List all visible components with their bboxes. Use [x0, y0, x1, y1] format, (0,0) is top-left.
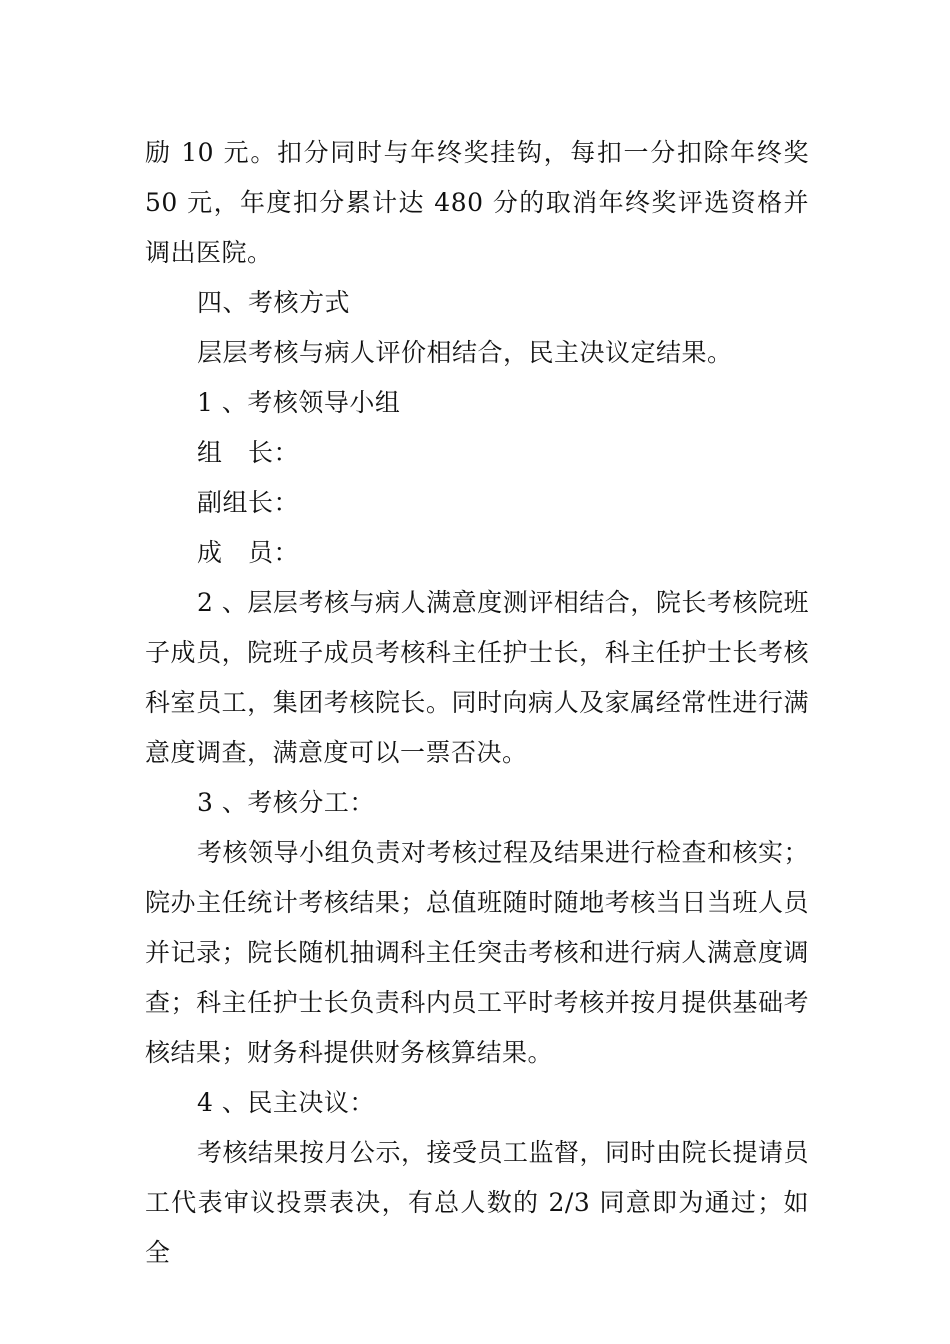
item-heading-division-of-work: 3 、考核分工：	[197, 788, 375, 817]
item-heading-leadership-group: 1 、考核领导小组	[197, 388, 401, 417]
field-deputy-leader: 副组长：	[197, 488, 300, 517]
paragraph-continuation: 励 10 元。扣分同时与年终奖挂钩，每扣一分扣除年终奖 50 元，年度扣分累计达 480 分的取消年终奖评选资格并调出医院。	[145, 138, 809, 267]
paragraph-assessment-summary: 层层考核与病人评价相结合，民主决议定结果。	[197, 338, 733, 367]
paragraph-layered-assessment: 2 、层层考核与病人满意度测评相结合，院长考核院班子成员，院班子成员考核科主任护士长，科主任护士长考核科室员工，集团考核院长。同时向病人及家属经常性进行满意度调查，满意度可以一票否决。	[145, 588, 809, 767]
field-group-leader: 组 长：	[197, 438, 300, 467]
section-heading-assessment-method: 四、考核方式	[197, 288, 351, 317]
field-members: 成 员：	[197, 538, 300, 567]
paragraph-democratic-resolution: 考核结果按月公示，接受员工监督，同时由院长提请员工代表审议投票表决，有总人数的 2/3 同意即为通过；如全	[145, 1138, 810, 1267]
item-heading-democratic-resolution: 4 、民主决议：	[197, 1088, 375, 1117]
paragraph-division-of-work: 考核领导小组负责对考核过程及结果进行检查和核实；院办主任统计考核结果；总值班随时随地考核当日当班人员并记录；院长随机抽调科主任突击考核和进行病人满意度调查；科主任护士长负责科内员工平时考核并按月提供基础考核结果；财务科提供财务核算结果。	[145, 838, 810, 1067]
document-body	[145, 128, 809, 1278]
